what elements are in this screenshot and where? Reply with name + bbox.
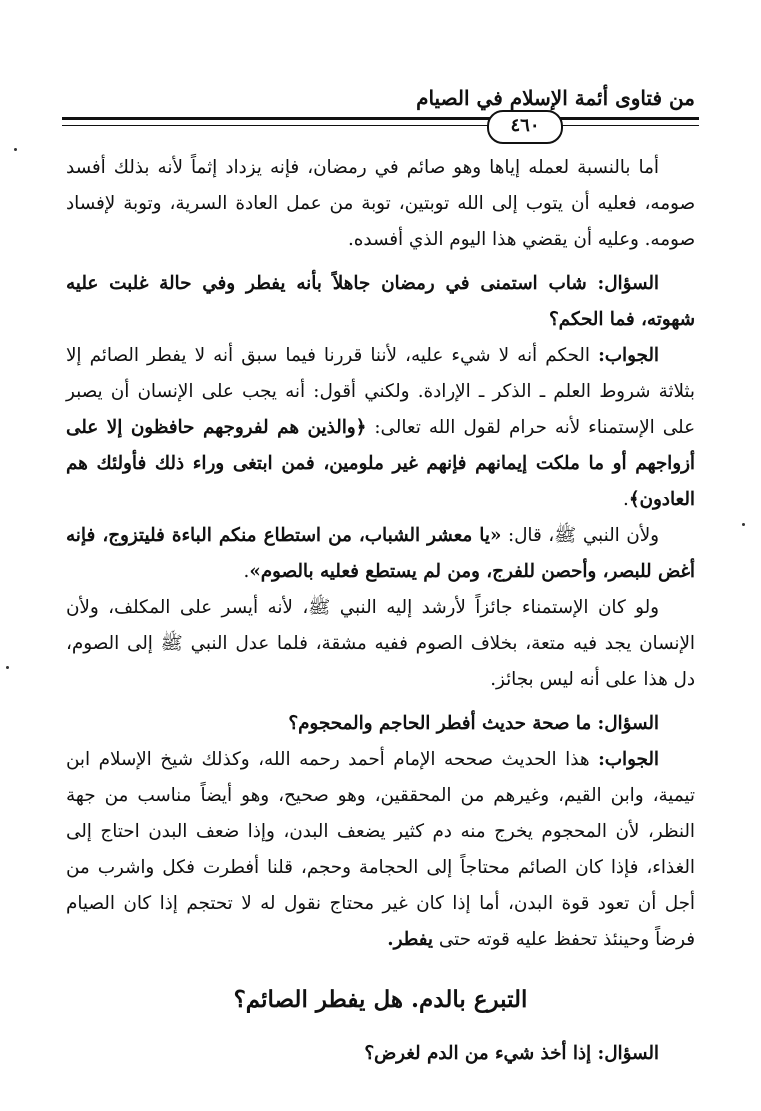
running-header-title: من فتاوى أئمة الإسلام في الصيام	[416, 86, 695, 110]
quran-verse: ﴿والذين هم لفروجهم حافظون إلا على أزواجهم أو ما ملكت إيمانهم فإنهم غير ملومين، فمن ابتغى وراء ذلك فأولئك هم العادون﴾	[66, 417, 695, 510]
answer-2-end: يفطر.	[387, 929, 434, 950]
question-2: السؤال: ما صحة حديث أفطر الحاجم والمحجوم؟	[288, 713, 659, 734]
scan-speck	[6, 666, 9, 669]
scan-speck	[14, 148, 17, 151]
page-body	[66, 150, 695, 1072]
question-3: السؤال: إذا أخذ شيء من الدم لغرض؟	[364, 1043, 659, 1064]
answer-1	[66, 338, 695, 518]
hadith-text: «يا معشر الشباب، من استطاع منكم الباءة فليتزوج، فإنه أغض للبصر، وأحصن للفرج، ومن لم يستطع فعليه بالصوم»	[66, 525, 695, 582]
section-heading: التبرع بالدم. هل يفطر الصائم؟	[233, 986, 528, 1013]
scan-speck	[742, 523, 745, 526]
paragraph-intro: أما بالنسبة لعمله إياها وهو صائم في رمضان، فإنه يزداد إثماً لأنه بذلك أفسد صومه، فعليه أن يتوب إلى الله توبتين، توبة من عمل العادة السرية، وتوبة لإفساد صومه. وعليه أن يقضي هذا اليوم الذي أفسده.	[66, 157, 695, 250]
page-number: ٤٦٠	[487, 110, 563, 144]
hadith-intro: ولأن النبي ﷺ، قال:	[501, 525, 659, 546]
answer-1-end: .	[623, 489, 629, 510]
question-1: السؤال: شاب استمنى في رمضان جاهلاً بأنه يفطر وفي حالة غلبت عليه شهوته، فما الحكم؟	[66, 273, 695, 330]
header-rule-thin	[62, 125, 699, 126]
paragraph-hadith	[66, 518, 695, 590]
answer-label: الجواب:	[598, 345, 659, 366]
header-rule-thick	[62, 117, 699, 120]
answer-1-text: الحكم أنه لا شيء عليه، لأننا قررنا فيما سبق أنه لا يفطر الصائم إلا بثلاثة شروط العلم ـ الذكر ـ الإرادة. ولكني أقول: أنه يجب على الإنسان أن يصبر على الإستمناء لأنه حرام لقول الله تعالى:	[66, 345, 695, 438]
hadith-end: .	[243, 561, 250, 582]
answer-2	[66, 742, 695, 958]
answer-label: الجواب:	[598, 749, 659, 770]
answer-2-text: هذا الحديث صححه الإمام أحمد رحمه الله، وكذلك شيخ الإسلام ابن تيمية، وابن القيم، وغيرهم من المحققين، وهو صحيح، وهو أيضاً مناسب من جهة النظر، لأن المحجوم يخرج منه دم كثير يضعف البدن، وإذا ضعف البدن احتاج إلى الغذاء، فإذا كان الصائم محتاجاً إلى الحجامة وحجم، قلنا أفطرت فكل واشرب من أجل أن تعود قوة البدن، أما إذا كان غير محتاج نقول له لا تحتجم إذا كان الصيام فرضاً وحينئذ تحفظ عليه قوته حتى	[66, 749, 695, 950]
paragraph-reasoning: ولو كان الإستمناء جائزاً لأرشد إليه النبي ﷺ، لأنه أيسر على المكلف، ولأن الإنسان يجد فيه متعة، بخلاف الصوم ففيه مشقة، فلما عدل النبي ﷺ إلى الصوم، دل هذا على أنه ليس بجائز.	[66, 597, 695, 690]
